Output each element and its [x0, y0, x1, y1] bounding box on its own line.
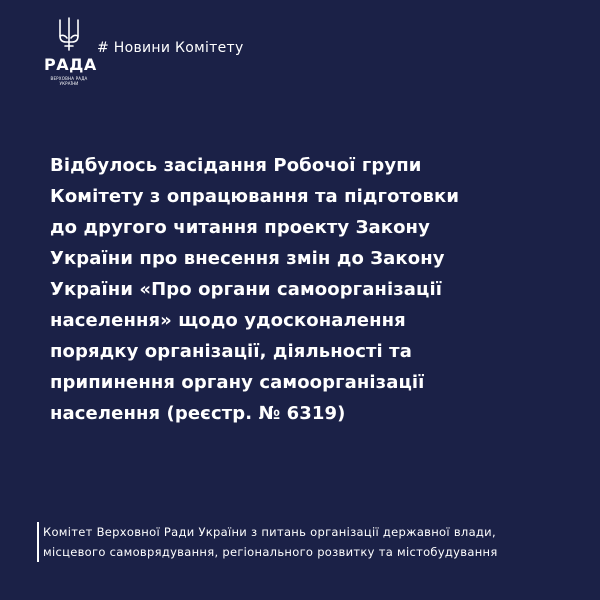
logo-wordmark: РАДА [44, 55, 97, 74]
headline-line: України «Про органи самоорганізації [50, 279, 443, 300]
logo-subtitle: ВЕРХОВНА РАДА УКРАЇНИ [50, 76, 88, 86]
headline-line: Відбулось засідання Робочої групи [50, 155, 422, 176]
headline-line: до другого читання проекту Закону [50, 217, 430, 238]
headline-line: населення» щодо удосконалення [50, 310, 406, 331]
committee-caption [37, 522, 498, 562]
caption-line: місцевого самоврядування, регіонального розвитку та містобудування [43, 545, 498, 559]
headline [50, 150, 570, 429]
trident-icon [57, 16, 81, 52]
hashtag-label: # Новини Комітету [97, 40, 244, 56]
rada-logo [44, 14, 97, 94]
caption-line: Комітет Верховної Ради України з питань організації державної влади, [43, 525, 496, 539]
headline-line: населення (реєстр. № 6319) [50, 403, 346, 424]
headline-line: Комітету з опрацювання та підготовки [50, 186, 460, 207]
headline-line: України про внесення змін до Закону [50, 248, 445, 269]
headline-line: порядку організації, діяльності та [50, 341, 412, 362]
headline-line: припинення органу самоорганізації [50, 372, 425, 393]
